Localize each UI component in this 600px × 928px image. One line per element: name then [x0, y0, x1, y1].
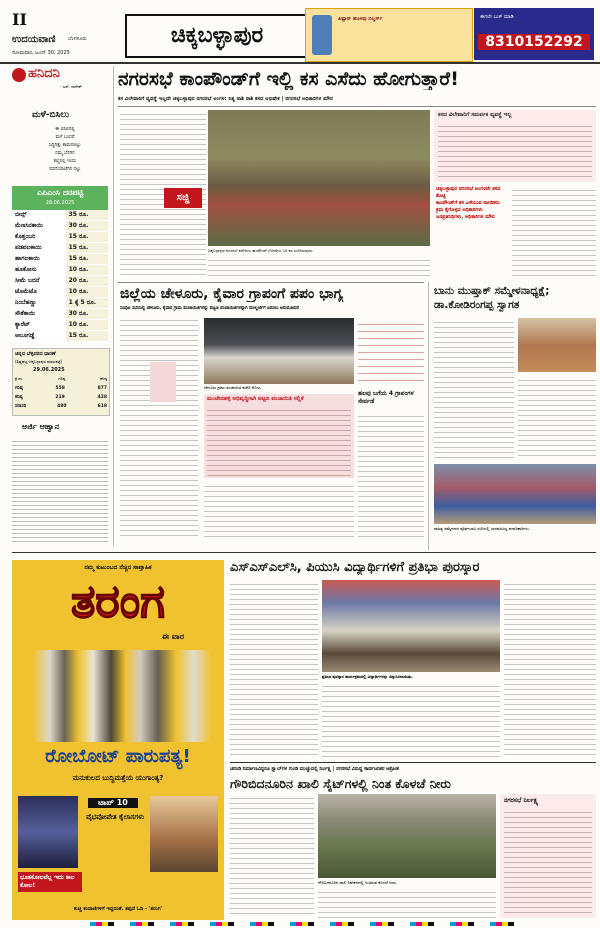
phone-icon — [312, 15, 332, 55]
story3-portrait — [518, 318, 596, 372]
header-ad-right — [474, 8, 594, 60]
price-item: ಕ್ಯಾರೆಟ್ — [12, 320, 66, 330]
ad-text: ಪಿಷ್ಟಾನ್ ಹೊಳಪು ಬಿಲ್ಡರ್ಸ್ — [338, 17, 383, 22]
left-column — [12, 66, 110, 546]
price-row — [12, 309, 108, 320]
edition-label: ಬೆಂಗಳೂರು — [68, 36, 87, 42]
ad-text-right: ಈಗಲೇ ಬುಕ್ ಮಾಡಿ — [480, 14, 514, 20]
gold-cell: 219 — [55, 395, 65, 400]
sidebar-title: ಹಲವು ಬಗೆಯ 4 ಗ್ರಾಪಂಗಳ ಸೇರ್ಪಡೆ — [358, 390, 414, 405]
robot-illustration — [32, 650, 212, 742]
price-row — [12, 287, 108, 298]
gold-cell: ಕನಿಷ್ಠ — [15, 395, 23, 400]
story5-caption: ಗೌರಿಬಿದನೂರಿನ ಖಾಲಿ ನಿವೇಶನದಲ್ಲಿ ನಿಂತಿರುವ ಕೊಳಚೆ ನೀರು. — [318, 880, 398, 885]
section-heading: ಮಳೆ-ಬಿಸಿಲು — [32, 110, 70, 120]
price-item: ಹಾಗಲಕಾಯಿ — [12, 254, 66, 264]
gold-sub: (ಶಿಡ್ಲಘಟ್ಟ-ಚಿಕ್ಕಬಳ್ಳಾಪುರ ಮಾರುಕಟ್ಟೆ) — [15, 359, 63, 364]
price-value: 15 ರೂ. — [66, 331, 108, 341]
gold-cell: ಗರಿಷ್ಠ — [15, 386, 23, 391]
header-ad-middle — [305, 8, 473, 62]
story4-text-col3 — [504, 580, 596, 758]
story3-text-col1 — [434, 318, 514, 460]
paper-name: ಉದಯವಾಣಿ — [12, 34, 56, 45]
story3-text-col2 — [518, 376, 596, 460]
ad-tagline: ನಮ್ಮ ಕುಟುಂಬದ ನೆಚ್ಚಿನ ಸಾಪ್ತಾಹಿಕ — [84, 564, 152, 571]
highlight-title: ಮಂಚೇನಹಳ್ಳಿ ಅಭಿವೃದ್ಧಿಗಾಗಿ ಪಟ್ಟಣ ಪಂಚಾಯಿತಿ ಸಲ್ಲಿಕೆ — [207, 396, 304, 402]
bullet-item: ಕಾಂಪೌಂಡ್‌ಗೆ ಕಸ ಎಸೆಯುವ ನಾಗರಿಕರು — [436, 200, 500, 206]
gold-cell: 428 — [97, 395, 107, 400]
bullet-item: ಚಿಕ್ಕಬಳ್ಳಾಪುರ ನಗರಸಭೆ ಅಂಗಳವೇ ಕಸದ ತೊಟ್ಟಿ — [436, 186, 501, 199]
price-row — [12, 210, 108, 221]
price-item: ಟೊಮೆಟೊ — [12, 287, 66, 297]
lead-headline: ನಗರಸಭೆ ಕಾಂಪೌಂಡ್‌ಗೆ ಇಲ್ಲಿ ಕಸ ಎಸೆದು ಹೋಗುತ್ತಾರೆ! — [118, 68, 459, 90]
price-date: 28.06.2025 — [45, 200, 75, 206]
price-row — [12, 243, 108, 254]
story5-box — [500, 794, 596, 918]
gold-title: ಚಿನ್ನದ ಬೆಳ್ಳಿದರದ ಧಾರಣೆ — [15, 351, 56, 357]
story5-headline: ಗೌರಿಬಿದನೂರಿನ ಖಾಲಿ ಸೈಟ್‌ಗಳಲ್ಲಿ ನಿಂತ ಕೊಳಚೆ ನೀರು — [230, 776, 451, 791]
story4-headline: ಎಸ್‌ಎಸ್‌ಎಲ್‌ಸಿ, ಪಿಯುಸಿ ವಿದ್ಯಾರ್ಥಿಗಳಿಗೆ ಪ್ರತಿಭಾ ಪುರಸ್ಕಾರ — [230, 560, 480, 575]
cover-question: ಮನುಕುಲದ ಬುದ್ಧಿಮತ್ತೆಯ ಯುಗಾಂತ್ಯ? — [72, 774, 164, 782]
price-value: 35 ರೂ. — [66, 210, 108, 220]
story2-bullets — [358, 318, 424, 384]
story5-box-title: ನಗರಸಭೆ ನಿರ್ಲಕ್ಷ್ಯ — [504, 797, 539, 804]
district-title: ಚಿಕ್ಕಬಳ್ಳಾಪುರ — [125, 14, 309, 58]
poem — [22, 126, 108, 174]
lead-text-col3 — [512, 186, 596, 278]
bullet-item: ಜನಪ್ರತಿನಿಧಿಗಳು, ಅಧಿಕಾರಿಗಳ ಮೌನ — [436, 214, 495, 220]
gold-row — [15, 393, 107, 402]
story2-sidebar — [358, 390, 424, 538]
story4-caption: ಪ್ರತಿಭಾ ಪುರಸ್ಕಾರ ಕಾರ್ಯಕ್ರಮದಲ್ಲಿ ವಿದ್ಯಾರ್ಥಿಗಳನ್ನು ಸನ್ಮಾನಿಸಲಾಯಿತು. — [322, 674, 413, 679]
price-item: ಸೌತೆಕಾಯಿ — [12, 309, 66, 319]
ad-sub: ಈ ವಾರ — [162, 632, 184, 641]
price-value: 10 ರೂ. — [66, 287, 108, 297]
dateline: ಸೋಮವಾರ, ಜೂನ್ 30, 2025 — [12, 50, 70, 56]
poem-line: ಕಣ್ಣಿನಲ್ಲಿ ಇಂದು — [53, 159, 77, 164]
price-value: 10 ರೂ. — [66, 265, 108, 275]
price-item: ಕೊತ್ತಂಬರಿ — [12, 232, 66, 242]
price-row — [12, 221, 108, 232]
price-row — [12, 232, 108, 243]
ad-footer: ಕುಚ್ಚಿ ಕಂದಾಣಿಗಳಿಗೆ ಇದ್ದದಂತೆ. ತಪ್ಪದೆ ಓದಿ - 'ತರಂಗ' — [73, 906, 163, 912]
price-item: ಬೀನ್ಸ್ — [12, 210, 66, 220]
price-row — [12, 331, 108, 342]
gold-cell: 558 — [55, 386, 65, 391]
story4-text-col1 — [230, 580, 318, 758]
deity-photo — [18, 796, 78, 868]
price-row — [12, 298, 108, 309]
story2-text-col2 — [204, 482, 354, 538]
lead-photo — [208, 110, 430, 246]
gold-cell: ಸರಾಸರಿ — [15, 404, 27, 409]
poem-line: ಪರದೆಯಾಚೆಗಿನ ನಲ್ಲು — [49, 167, 81, 172]
top10-badge: ಟಾಪ್ 10 — [88, 798, 138, 808]
price-box — [12, 186, 108, 342]
gold-cell: 480 — [57, 404, 67, 409]
poem-line: ಮಳೆ ಬಂದರೆ — [55, 135, 75, 140]
story5-text-col2 — [318, 888, 496, 918]
print-color-bar — [90, 922, 520, 926]
price-value: 20 ರೂ. — [66, 276, 108, 286]
lead-bullets — [436, 186, 508, 221]
price-row — [12, 320, 108, 331]
story3-photo — [434, 464, 596, 524]
ad-title: ತರಂಗ — [71, 574, 165, 628]
lead-subhead: ಕಸ ವಿಲೇವಾರಿಗೆ ವ್ಯವಸ್ಥೆ ಇಲ್ಲದೇ ಚಿಕ್ಕಬಳ್ಳಾಪುರ ನಗರಸಭೆ ಅಂಗಳ: ನಿತ್ಯ ರಾಶಿ ರಾಶಿ ಕಸದ ಅಭಿಷೇಕ | ನಗರಸಭೆ ಅಧಿಕಾರಿಗಳ ಮೌನ — [118, 96, 333, 102]
story2-headline: ಜಿಲ್ಲೆಯ ಚೇಳೂರು, ಕೈವಾರ ಗ್ರಾಪಂಗೆ ಪಪಂ ಭಾಗ್ಯ — [120, 286, 344, 302]
story2-highlight — [204, 394, 354, 478]
page-number: II — [12, 10, 27, 29]
price-title: ಎಪಿಎಂಸಿ ದರಪಟ್ಟಿ — [36, 188, 84, 197]
price-value: 10 ರೂ. — [66, 320, 108, 330]
price-item: ಮೆಣಸಿನಕಾಯಿ — [12, 221, 66, 231]
sajji-logo: ಸಜ್ಜಿ — [164, 188, 202, 208]
honey-icon — [12, 68, 26, 82]
story2-caption: ಚೇಳೂರು ಗ್ರಾಮ ಪಂಚಾಯಿತಿ ಕಚೇರಿ ನೋಟ. — [204, 385, 262, 390]
story5-kicker: ಚರಂಡಿ ನಿರ್ಮಾಣವಿದ್ದರೂ ಸ್ಲ್ಯಾಬ್‌ಗಳ ಗುಂಡಿ ಮುಚ್ಚುವಲ್ಲಿ ನಿರ್ಲಕ್ಷ್ಯ | ನಗರಸಭೆ ವಿರುದ್ಧ ಸಾರ್ವಜನಿಕರ ಆಕ್ರೋಶ — [230, 767, 399, 772]
person-photo — [150, 796, 218, 872]
kailasa-text: ವೈಭವೋಪೇತ ಕೈಲಾಸಗಳು — [86, 813, 145, 821]
price-value: 30 ರೂ. — [66, 221, 108, 231]
story2-subhead: ಸಂಪುಟ ಸಭೆಯಲ್ಲಿ ಚೇಳೂರು, ಕೈವಾರ ಗ್ರಾಮ ಪಂಚಾಯಿತಿಗಳನ್ನು ಪಟ್ಟಣ ಪಂಚಾಯಿತಿಗಳನ್ನಾಗಿ ಮೇಲ್ದರ್ಜೆಗೆ ಏರಿಸಲು ಅನುಮೋದನೆ — [120, 306, 299, 311]
lead-box — [434, 110, 596, 182]
cover-headline: ರೋಬೋಟ್ ಪಾರುಪತ್ಯ! — [45, 746, 191, 767]
gold-cell: 877 — [97, 386, 107, 391]
story2-pullquote — [150, 362, 176, 402]
story4-photo — [322, 580, 500, 672]
price-item: ಆಲೂಗಡ್ಡೆ — [12, 331, 66, 341]
ghost-box: ಭೂತಕೋಲವೆಲ್ಲ ಇದು ಕಾಲ ಕೋಲ! — [18, 872, 82, 892]
gold-date: 29.06.2025 — [33, 367, 65, 373]
small-headline: ಅರ್ಜಿ ಆಹ್ವಾನ — [22, 422, 60, 431]
brand-author: - ಎಸ್. ನಾಗೇಶ್ — [60, 84, 82, 89]
story3-headline: ಬಾನು ಮುಷ್ತಾಕ್ ಸಮ್ಮೇಳನಾಧ್ಯಕ್ಷೆ; ಡಾ.ಕೋಡಿರಂಗಪ್ಪ ಸ್ವಾಗತ — [434, 285, 550, 311]
lead-caption: ಚಿಕ್ಕಬಳ್ಳಾಪುರ ನಗರಸಭೆ ಕಚೇರಿಯ ಕಾಂಪೌಂಡ್ ಗೋಡೆಯ ಬಳಿ ಕಸ ಸುರಿದಿರುವುದು. — [208, 248, 314, 253]
price-item: ನಿಂಬೆಹಣ್ಣು — [12, 298, 66, 308]
gold-row — [15, 384, 107, 393]
ad-phone: 8310152292 — [478, 34, 590, 50]
price-row — [12, 276, 108, 287]
left-body-text — [12, 438, 108, 544]
story5-photo — [318, 794, 496, 878]
story2-text-col1 — [120, 316, 198, 538]
price-item: ಸೀಮೆ ಬದನೆ — [12, 276, 66, 286]
story4-text-col2 — [322, 682, 500, 758]
price-row — [12, 265, 108, 276]
gold-cell: 618 — [97, 404, 107, 409]
price-value: 1 ಕ್ಕೆ 5 ರೂ. — [66, 298, 108, 308]
price-value: 30 ರೂ. — [66, 309, 108, 319]
story5-text-col1 — [230, 794, 314, 918]
story3-caption: ಸಾಹಿತ್ಯ ಸಮ್ಮೇಳನದ ಪೂರ್ವಭಾವಿ ಸಭೆಯಲ್ಲಿ ಭಾಗವಹಿಸಿದ್ದ ಪದಾಧಿಕಾರಿಗಳು. — [434, 526, 530, 531]
gold-box — [12, 348, 110, 416]
brand-title: ಹನಿದನಿ — [28, 66, 60, 81]
price-value: 15 ರೂ. — [66, 232, 108, 242]
price-row — [12, 254, 108, 265]
gold-head: ಕ್ರ.ಸಂ. ಗರಿಷ್ಠ ಕನಿಷ್ಠ — [15, 376, 107, 381]
story2-photo — [204, 318, 354, 384]
bullet-item: ಕ್ರಮ ಕೈಗೊಳ್ಳದ ಅಧಿಕಾರಿಗಳು — [436, 207, 483, 213]
lead-box-title: ಕಸದ ವಿಲೇವಾರಿಗೆ ಸಮರ್ಪಕ ವ್ಯವಸ್ಥೆ ಇಲ್ಲ — [438, 112, 512, 118]
price-item: ಹೂಕೋಸು — [12, 265, 66, 275]
lead-text-col2 — [208, 256, 430, 278]
gold-row — [15, 402, 107, 411]
price-value: 15 ರೂ. — [66, 243, 108, 253]
masthead — [0, 0, 600, 64]
poem-line: ಸಿದ್ದಿಗಿತ್ತು ಕಾಮನಬಿಲ್ಲು — [48, 143, 82, 148]
taranga-ad[interactable] — [12, 560, 224, 920]
poem-line: ಈ ಬಿಸಿಲಿನಲ್ಲಿ — [55, 127, 75, 132]
poem-line: ನಮ್ಮ ಬೆರಗಿನ — [55, 151, 75, 156]
price-item: ಪಡವಲಕಾಯಿ — [12, 243, 66, 253]
price-value: 15 ರೂ. — [66, 254, 108, 264]
